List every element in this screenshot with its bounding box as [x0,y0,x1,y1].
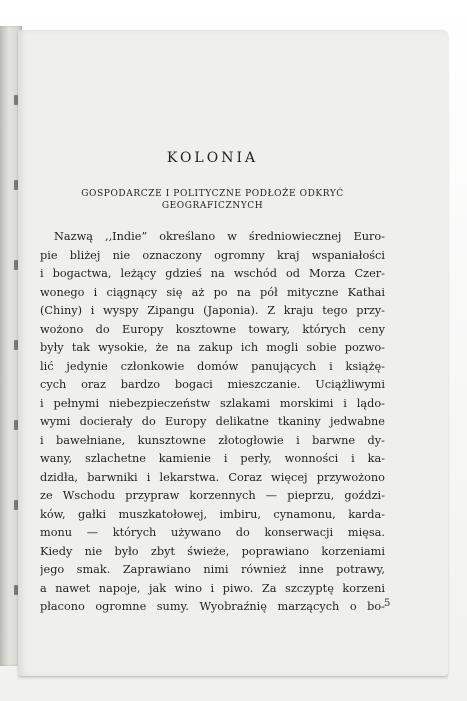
text-line: i pełnymi niebezpieczeństw szlakami morskimi i lądo- [40,396,385,410]
subtitle-line: GOSPODARCZE I POLITYCZNE PODŁOŻE ODKRYĆ [81,189,344,199]
text-line: cych oraz bardzo bogaci mieszczanie. Uciążliwymi [40,378,385,391]
text-line: monu — których używano do konserwacji mięsa. [40,526,385,539]
text-line: płacono ogromne sumy. Wyobraźnię marzących o bo- [40,600,385,613]
text-line: wożono do Europy kosztowne towary, których ceny [40,322,385,336]
text-line: wonego i ciągnący się aż po na pół mityczne Kathai [40,285,385,299]
text-line: (Chiny) i wyspy Zipangu (Japonia). Z kraju tego przy- [40,304,385,317]
text-line: wymi docierały do Europy delikatne tkaniny jedwabne [40,415,385,428]
text-line: wany, szlachetne kamienie i perły, wonności i ka- [40,452,385,465]
text-line: a nawet napoje, jak wino i piwo. Za szczyptę korzeni [40,581,385,595]
subtitle-line: GEOGRAFICZNYCH [161,201,264,211]
page-number: 5 [384,598,391,609]
text-line: ze Wschodu przypraw korzennych — pieprzu, goździ- [40,489,385,502]
text-line: Nazwą ,,Indie” określano w średniowiecznej Euro- [54,230,385,243]
chapter-subtitle [40,188,385,212]
text-line: ków, gałki muszkatołowej, imbiru, cynamonu, karda- [40,507,385,521]
text-line: i bawełniane, kunsztowne złotogłowie i barwne dy- [40,433,385,447]
text-line: dzidła, barwniki i lekarstwa. Coraz więcej przywożono [40,470,385,484]
chapter-title: KOLONIA [166,150,259,166]
text-line: Kiedy nie było zbyt świeże, poprawiano korzeniami [40,544,385,558]
text-line: lić jedynie członkowie domów panujących i książę- [40,359,385,373]
text-line: i bogactwa, leżący gdzieś na wschód od Morza Czer- [40,267,385,280]
page-text-block [40,150,385,617]
text-line: były tak wysokie, że na zakup ich mogli sobie pozwo- [40,341,385,354]
text-line: jego smak. Zaprawiano nimi również inne potrawy, [40,563,385,576]
text-line: pie bliżej nie oznaczony ogromny kraj wspaniałości [40,248,385,262]
body-paragraph [40,228,385,617]
